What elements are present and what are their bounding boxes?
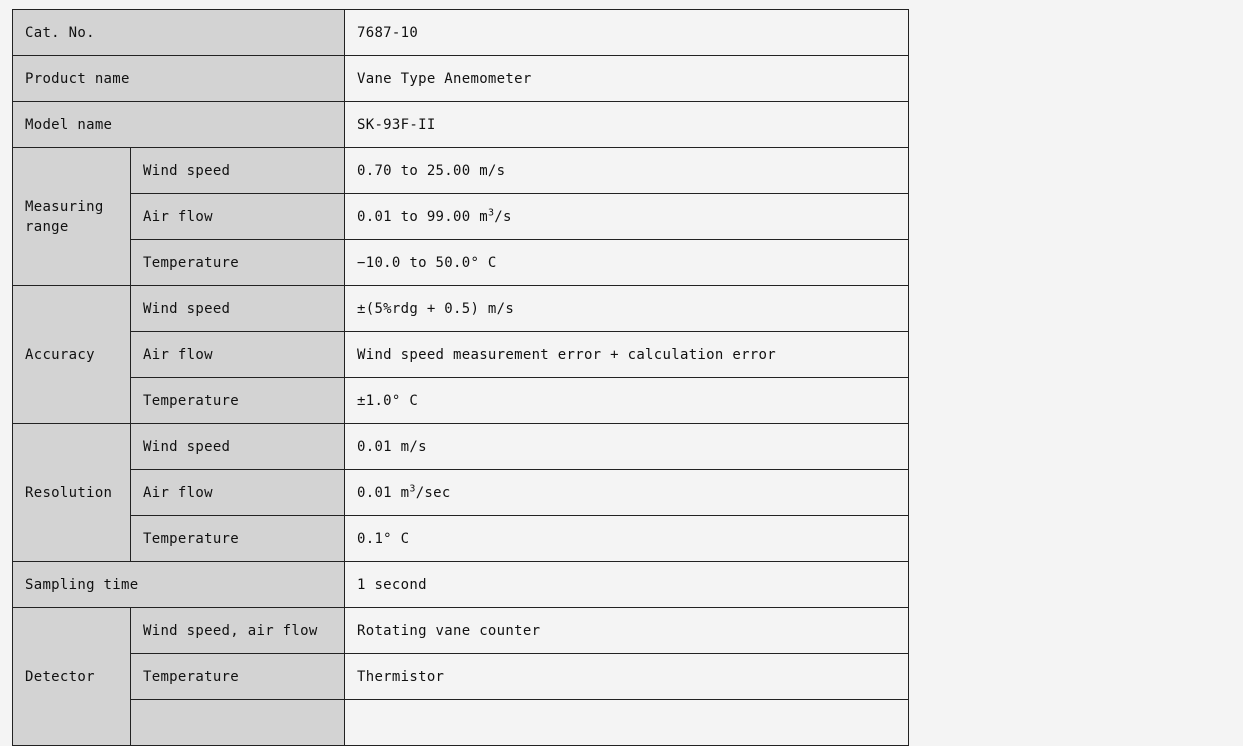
accuracy-wind-value: ±(5%rdg + 0.5) m/s (345, 286, 909, 332)
table-row-accuracy-wind (13, 286, 909, 332)
measuring-temp-value: −10.0 to 50.0° C (345, 240, 909, 286)
measuring-air-value-main: 0.01 to 99.00 m (357, 208, 488, 225)
accuracy-temp-label: Temperature (131, 378, 345, 424)
detector-temp-label: Temperature (131, 654, 345, 700)
table-row-detector-temp (13, 654, 909, 700)
sampling-time-label: Sampling time (13, 562, 345, 608)
accuracy-wind-label: Wind speed (131, 286, 345, 332)
accuracy-label: Accuracy (13, 286, 131, 424)
table-row-accuracy-air (13, 332, 909, 378)
resolution-label: Resolution (13, 424, 131, 562)
table-row-resolution-air (13, 470, 909, 516)
measuring-wind-label: Wind speed (131, 148, 345, 194)
measuring-air-value-sup: 3 (487, 206, 495, 218)
table-row-cat-no (13, 10, 909, 56)
resolution-air-value (345, 470, 909, 516)
measuring-air-value-unit: /s (494, 208, 512, 225)
partial-row-label (131, 700, 345, 746)
model-name-label: Model name (13, 102, 345, 148)
resolution-wind-label: Wind speed (131, 424, 345, 470)
table-row-sampling-time (13, 562, 909, 608)
measuring-range-label: Measuring range (13, 148, 131, 286)
model-name-value: SK-93F-II (345, 102, 909, 148)
accuracy-air-value: Wind speed measurement error + calculation error (345, 332, 909, 378)
table-row-model-name (13, 102, 909, 148)
measuring-temp-label: Temperature (131, 240, 345, 286)
table-row-detector-wind-air (13, 608, 909, 654)
detector-wind-air-label: Wind speed, air flow (131, 608, 345, 654)
measuring-air-value (345, 194, 909, 240)
accuracy-air-label: Air flow (131, 332, 345, 378)
resolution-wind-value: 0.01 m/s (345, 424, 909, 470)
resolution-temp-label: Temperature (131, 516, 345, 562)
product-name-label: Product name (13, 56, 345, 102)
partial-row-value (345, 700, 909, 746)
table-row-resolution-wind (13, 424, 909, 470)
detector-temp-value: Thermistor (345, 654, 909, 700)
cat-no-value: 7687-10 (345, 10, 909, 56)
detector-label: Detector (13, 608, 131, 746)
table-row-measuring-temp (13, 240, 909, 286)
table-row-partial (13, 700, 909, 746)
resolution-air-label: Air flow (131, 470, 345, 516)
table-row-measuring-wind (13, 148, 909, 194)
detector-wind-air-value: Rotating vane counter (345, 608, 909, 654)
measuring-air-label: Air flow (131, 194, 345, 240)
spec-table (12, 9, 909, 746)
resolution-air-value-sup: 3 (409, 482, 416, 494)
sampling-time-value: 1 second (345, 562, 909, 608)
table-row-resolution-temp (13, 516, 909, 562)
resolution-air-value-unit: /sec (415, 484, 451, 501)
cat-no-label: Cat. No. (13, 10, 345, 56)
resolution-air-value-main: 0.01 m (357, 484, 410, 501)
product-name-value: Vane Type Anemometer (345, 56, 909, 102)
table-row-measuring-air (13, 194, 909, 240)
spec-table-container (12, 9, 909, 746)
accuracy-temp-value: ±1.0° C (345, 378, 909, 424)
measuring-wind-value: 0.70 to 25.00 m/s (345, 148, 909, 194)
resolution-temp-value: 0.1° C (345, 516, 909, 562)
table-row-product-name (13, 56, 909, 102)
table-row-accuracy-temp (13, 378, 909, 424)
